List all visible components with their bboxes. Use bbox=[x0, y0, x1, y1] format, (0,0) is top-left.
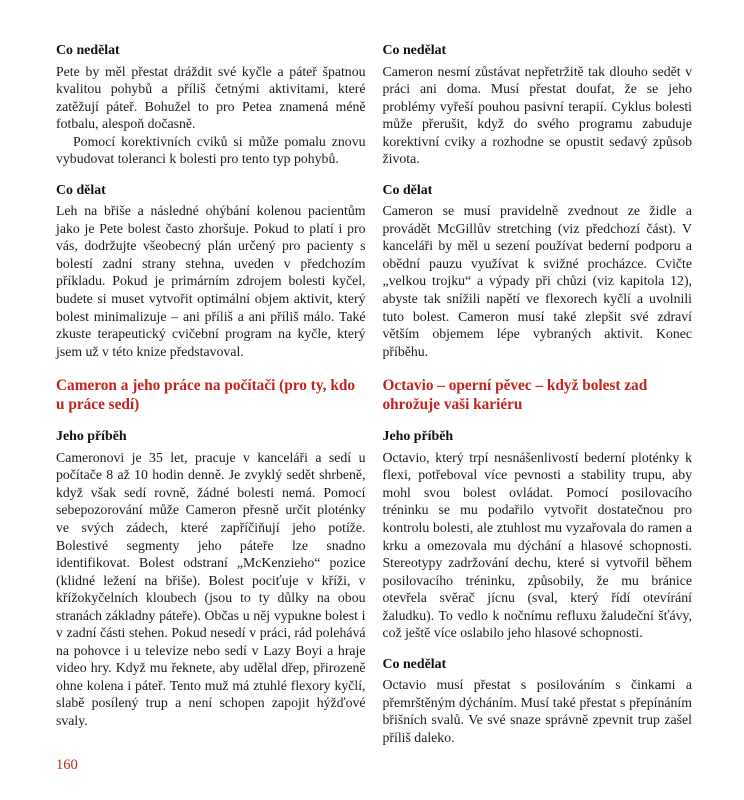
section-co-delat-cameron bbox=[383, 182, 693, 360]
paragraph: Cameronovi je 35 let, pracuje v kanceláři a sedí u počítače 8 až 10 hodin denně. Je zvyklý sedět shrbeně, když však sedí rovně, žádné bolesti nemá. Pomocí sebepozorování může Cameron přesně určit ploténky ve svých zádech, které zapříčiňují jeho potíže. Bolestivé segmenty jeho páteře lze snadno identifikovat. Bolest odstraní „McKenzieho“ pozice (klidné ležení na břiše). Bolest pociťuje v kříži, v křížokyčelních kloubech (jsou to ty důlky na obou stranách základny páteře). Občas u něj vypukne bolest i v zadní části stehen. Pokud nesedí v práci, rád polehává na pohovce i u televize nebo sedí v Lazy Boyi a hraje video hry. Když mu řeknete, aby udělal dřep, přirozeně ohne kolena i páteř. Tento muž má ztuhlé flexory kyčlí, slabě posílený trup a není schopen zapojit hýžďové svaly. bbox=[56, 449, 366, 728]
section-heading: Co dělat bbox=[56, 182, 106, 198]
section-heading: Co nedělat bbox=[382, 656, 447, 672]
paragraph: Octavio, který trpí nesnášenlivostí bederní ploténky k flexi, potřeboval více pevnosti a stability trupu, aby mohl svou bolest ovládat. Pomocí posilovacího tréninku se mu podařilo vytvořit dostatečnou pro kontrolu bolesti, ale ztuhlost mu vyzařovala do ramen a krku a omezovala mu dýchání a hlasové schopnosti. Stereotypy zadržování dechu, které si vytvořil během posilovacího tréninku, způsobily, že mu bránice otevřela svěrač jícnu (sval, který řídí otevírání žaludku). To vedlo k nočnímu refluxu žaludeční šťávy, což ještě více oslabilo jeho hlasové schopnosti. bbox=[382, 449, 692, 641]
paragraph: Cameron nesmí zůstávat nepřetržitě tak dlouho sedět v práci ani doma. Musí přestat doufat, že se jeho problémy vyřeší pouhou pasivní terapií. Cyklus bolesti může přerušit, když do svého programu zabuduje korektivní cviky a rozhodne se opustit sedavý způsob života. bbox=[382, 63, 692, 167]
section-jeho-pribeh-cameron bbox=[56, 428, 366, 729]
section-co-nedelat-octavio bbox=[383, 656, 693, 747]
right-column bbox=[383, 42, 693, 746]
section-co-delat-pete bbox=[56, 182, 366, 360]
section-heading: Co dělat bbox=[382, 182, 433, 198]
two-column-layout bbox=[56, 42, 692, 746]
section-heading: Co nedělat bbox=[56, 43, 120, 58]
section-co-nedelat-pete bbox=[56, 42, 366, 168]
chapter-subsection-title-octavio: Octavio – operní pěvec – když bolest zad ohrožuje vaši kariéru bbox=[382, 377, 648, 414]
paragraph: Cameron se musí pravidelně zvednout ze židle a provádět McGillův stretching (viz předchozí část). V kanceláři by měl u sezení používat bederní podporu a obědní pauzu využívat k svižné procházce. Cvičte „velkou trojku“ a výpady při chůzi (viz kapitola 12), abyste tak snížili napětí ve flexorech kyčlí a uvolnili tuto bolest. Cameron musí také zlepšit své zdraví větším objemem lépe vybraných aktivit. Konec příběhu. bbox=[382, 203, 692, 359]
section-heading: Jeho příběh bbox=[382, 429, 454, 445]
left-column bbox=[56, 42, 366, 746]
section-heading: Co nedělat bbox=[382, 43, 447, 58]
section-co-nedelat-cameron bbox=[383, 42, 693, 168]
page-footer bbox=[56, 746, 692, 774]
paragraph: Pomocí korektivních cviků si může pomalu znovu vybudovat toleranci k bolesti pro tento typ pohybů. bbox=[56, 133, 366, 167]
paragraph: Octavio musí přestat s posilováním s činkami a přemrštěným dýcháním. Musí také přestat s přepínáním břišních svalů. Ve své snaze správně zpevnit trup zašel příliš daleko. bbox=[382, 677, 692, 745]
paragraph: Leh na břiše a následné ohýbání kolenou pacientům jako je Pete bolest často zhoršuje. Pokud to platí i pro vás, dodržujte všeobecný plán určený pro pacienty s bolestí zadní strany stehna, uveden v předchozím příkladu. Pokud je primárním zdrojem bolesti kyčel, budete si muset vytvořit optimální objem aktivit, který bolest minimalizuje – ani příliš a ani příliš málo. Také zkuste terapeutický cvičební program na kyčle, který jsem už v této knize představoval. bbox=[56, 203, 366, 359]
page-number: 160 bbox=[56, 757, 78, 774]
section-heading: Jeho příběh bbox=[56, 429, 127, 445]
chapter-subsection-title-cameron: Cameron a jeho práce na počítači (pro ty, kdo u práce sedí) bbox=[56, 377, 355, 414]
paragraph: Pete by měl přestat dráždit své kyčle a páteř špatnou kvalitou pohybů a příliš četnými aktivitami, které zatěžují páteř. Bohužel to pro Petea znamená méně fotbalu, alespoň dočasně. bbox=[56, 63, 366, 132]
section-jeho-pribeh-octavio bbox=[383, 428, 693, 641]
